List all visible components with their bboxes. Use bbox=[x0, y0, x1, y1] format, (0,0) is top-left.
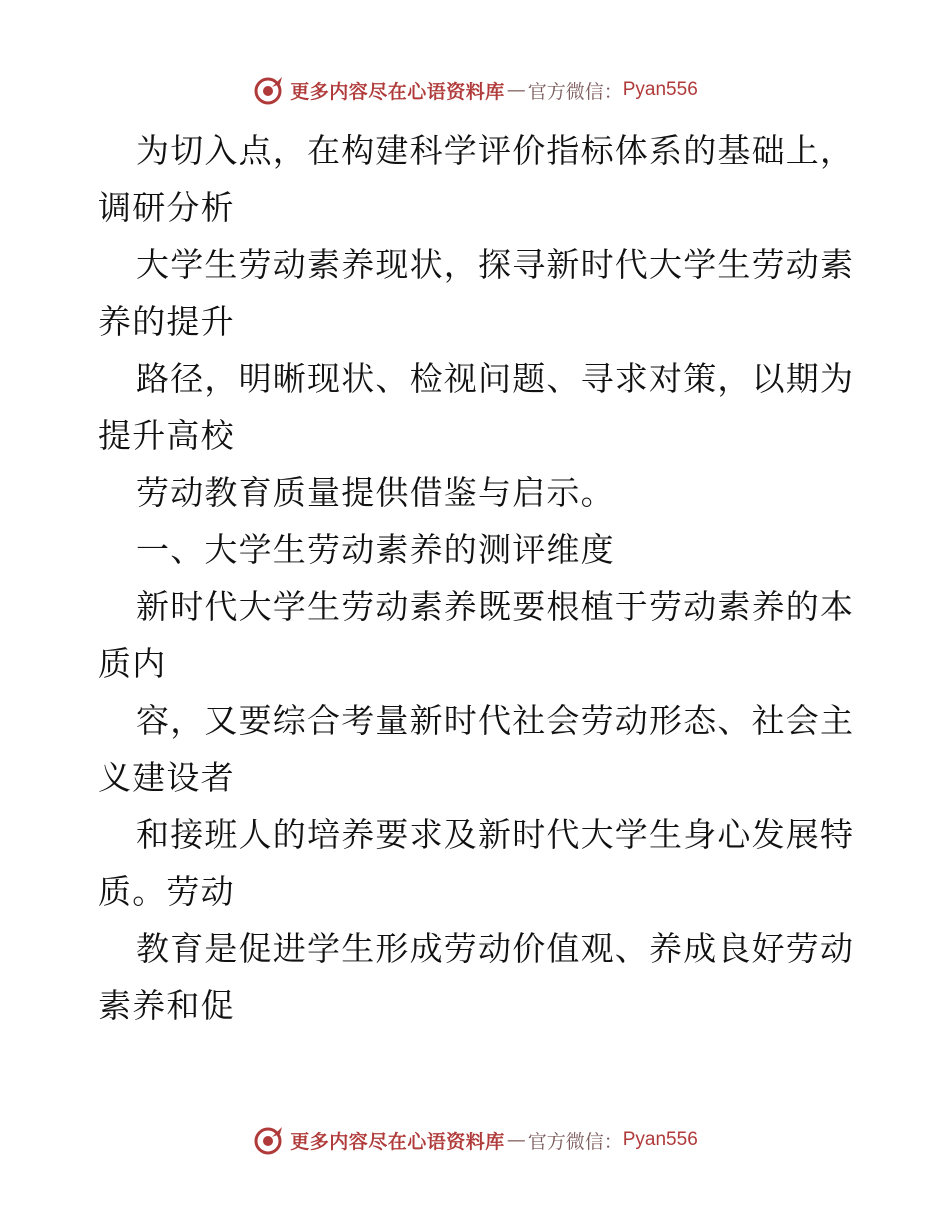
body-line: 素养和促 bbox=[98, 986, 235, 1025]
body-line: 提升高校 bbox=[98, 416, 235, 455]
header-wechat-label: 官方微信： bbox=[527, 80, 623, 103]
footer-wechat-label: 官方微信： bbox=[527, 1130, 623, 1153]
body-line: 义建设者 bbox=[98, 758, 235, 797]
body-line: 劳动教育质量提供借鉴与启示。 bbox=[136, 473, 615, 512]
header-wechat-id: Pyan556 bbox=[622, 79, 698, 100]
body-line: 教育是促进学生形成劳动价值观、养成良好劳动 bbox=[136, 929, 855, 968]
body-line: 调研分析 bbox=[98, 188, 235, 227]
footer-banner bbox=[0, 1120, 950, 1160]
quill-pen-logo-icon bbox=[252, 1124, 284, 1156]
header-banner bbox=[0, 70, 950, 110]
body-line: 为切入点，在构建科学评价指标体系的基础上， bbox=[136, 131, 855, 170]
body-line: 养的提升 bbox=[98, 302, 235, 341]
body-text bbox=[98, 122, 858, 1034]
header-slogan: 更多内容尽在心语资料库 bbox=[290, 80, 505, 103]
footer-wechat-id: Pyan556 bbox=[622, 1129, 698, 1150]
footer-slogan: 更多内容尽在心语资料库 bbox=[290, 1130, 505, 1153]
body-line: 容，又要综合考量新时代社会劳动形态、社会主 bbox=[136, 701, 855, 740]
quill-pen-logo-icon bbox=[252, 74, 284, 106]
body-line: 和接班人的培养要求及新时代大学生身心发展特 bbox=[136, 815, 855, 854]
footer-separator: — bbox=[506, 1129, 526, 1151]
body-line: 质。劳动 bbox=[98, 872, 235, 911]
body-line: 新时代大学生劳动素养既要根植于劳动素养的本 bbox=[136, 587, 855, 626]
body-line: 路径，明晰现状、检视问题、寻求对策，以期为 bbox=[136, 359, 855, 398]
body-line: 大学生劳动素养现状，探寻新时代大学生劳动素 bbox=[136, 245, 855, 284]
section-heading: 一、大学生劳动素养的测评维度 bbox=[136, 530, 615, 569]
body-line: 质内 bbox=[98, 644, 167, 683]
header-separator: — bbox=[506, 79, 526, 101]
